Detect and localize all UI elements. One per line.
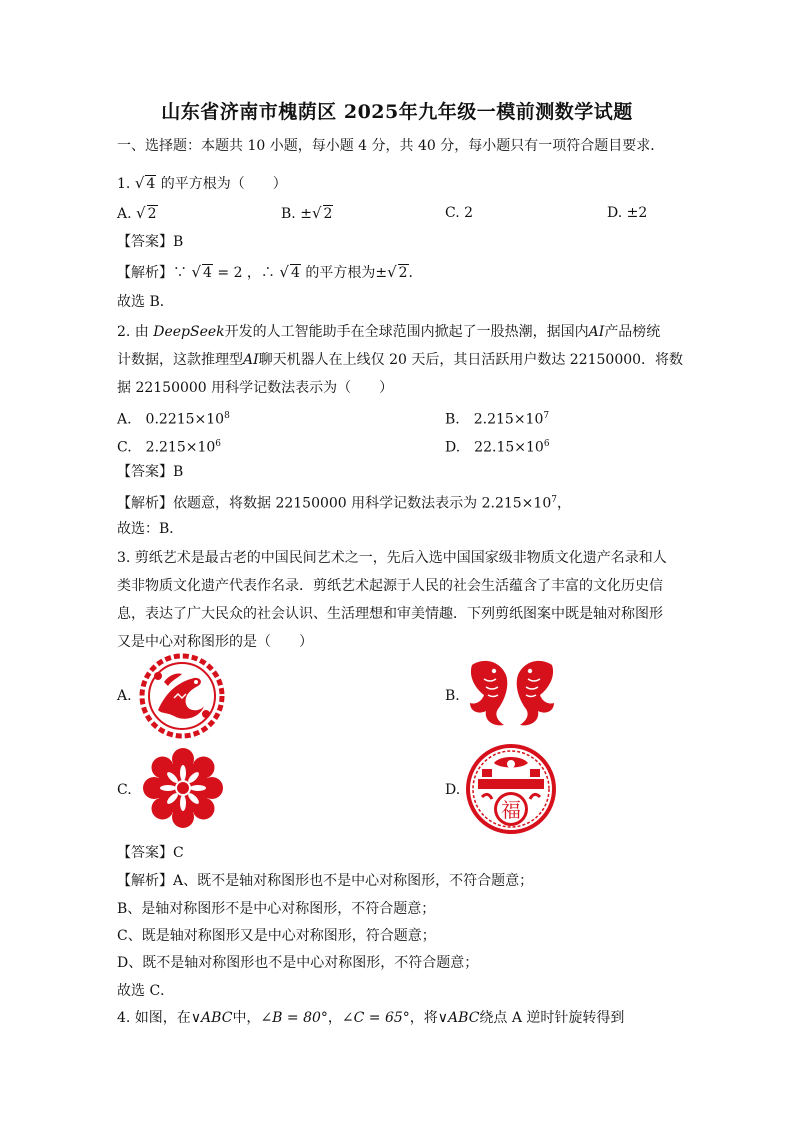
q1-option-d: D. ±2 — [607, 205, 648, 221]
q3-option-b-label: B. — [445, 688, 460, 704]
q1-answer: 【答案】B — [117, 234, 184, 250]
question-2-line-1: 2. 由 DeepSeek开发的人工智能助手在全球范围内掀起了一股热潮，据国内AI产品榜统 — [117, 324, 661, 340]
q2-conclusion: 故选：B． — [117, 521, 184, 537]
question-2-line-3: 据 22150000 用科学记数法表示为（ ） — [117, 380, 394, 396]
question-3-line-3: 息，表达了广大民众的社会认识、生活理想和审美情趣．下列剪纸图案中既是轴对称图形 — [117, 606, 663, 622]
q3-conclusion: 故选 C． — [117, 983, 175, 999]
q1-option-b: B. ±√ 2 — [281, 204, 333, 222]
q2-answer: 【答案】B — [117, 464, 184, 480]
q1-stem-text: 的平方根为（ ） — [160, 176, 287, 192]
question-3-line-1: 3. 剪纸艺术是最古老的中国民间艺术之一，先后入选中国国家级非物质文化遗产名录和人 — [117, 550, 667, 566]
q1-radicand: 4 — [146, 176, 156, 192]
page-title: 山东省济南市槐荫区 2025年九年级一模前测数学试题 — [161, 101, 633, 123]
q1-number: 1. — [117, 176, 131, 192]
question-1-stem: 1. √ 4 的平方根为（ ） — [117, 174, 287, 192]
section-heading: 一、选择题：本题共 10 小题，每小题 4 分，共 40 分，每小题只有一项符合题目要求． — [117, 138, 665, 154]
q2-explanation: 【解析】依题意，将数据 22150000 用科学记数法表示为 $2.215\times 10^7$， — [117, 495, 571, 512]
dragon-papercut-icon — [138, 652, 226, 740]
q2-option-b: B. $2.215\times 10^7$ — [445, 411, 550, 428]
question-4-line-1: 4. 如图，在∨ABC中，∠B = 80°，∠C = 65°，将∨ABC绕点 A 逆时针旋转得到 — [117, 1010, 625, 1026]
q1-option-a: A. √ 2 — [117, 204, 157, 222]
q3-answer: 【答案】C — [117, 845, 184, 861]
fu-character-text: 福 — [501, 798, 521, 822]
q3-explanation-c: C、既是轴对称图形又是中心对称图形，符合题意； — [117, 928, 436, 944]
q2-option-a: A. $0.2215\times 10^8$ — [117, 411, 230, 428]
fu-character-papercut-icon — [464, 743, 558, 835]
q2-option-d: D. $22.15\times 10^6$ — [445, 439, 550, 456]
q3-explanation-d: D、既不是轴对称图形也不是中心对称图形，不符合题意； — [117, 955, 479, 971]
q3-explanation-a: 【解析】A、既不是轴对称图形也不是中心对称图形，不符合题意； — [117, 873, 534, 889]
question-3-line-4: 又是中心对称图形的是（ ） — [117, 634, 313, 650]
q3-explanation-b: B、是轴对称图形不是中心对称图形，不符合题意； — [117, 901, 436, 917]
q1-option-c: C. 2 — [445, 205, 474, 221]
flower-papercut-icon — [142, 747, 224, 829]
q3-option-d-label: D. — [445, 782, 461, 798]
question-2-line-2: 计数据，这款推理型AI聊天机器人在上线仅 20 天后，其日活跃用户数达 22150000．将数 — [117, 352, 684, 368]
q2-option-c: C. $2.215\times 10^6$ — [117, 439, 222, 456]
q3-option-a-label: A. — [117, 688, 132, 704]
question-3-line-2: 类非物质文化遗产代表作名录．剪纸艺术起源于人民的社会生活蕴含了丰富的文化历史信 — [117, 578, 663, 594]
q1-conclusion: 故选 B． — [117, 294, 174, 310]
q3-option-c-label: C. — [117, 782, 132, 798]
koi-fish-papercut-icon — [464, 655, 560, 729]
q1-explanation: 【解析】∵ √ 4 = 2 ，∴ √ 4 的平方根为±√ 2． — [117, 263, 423, 281]
